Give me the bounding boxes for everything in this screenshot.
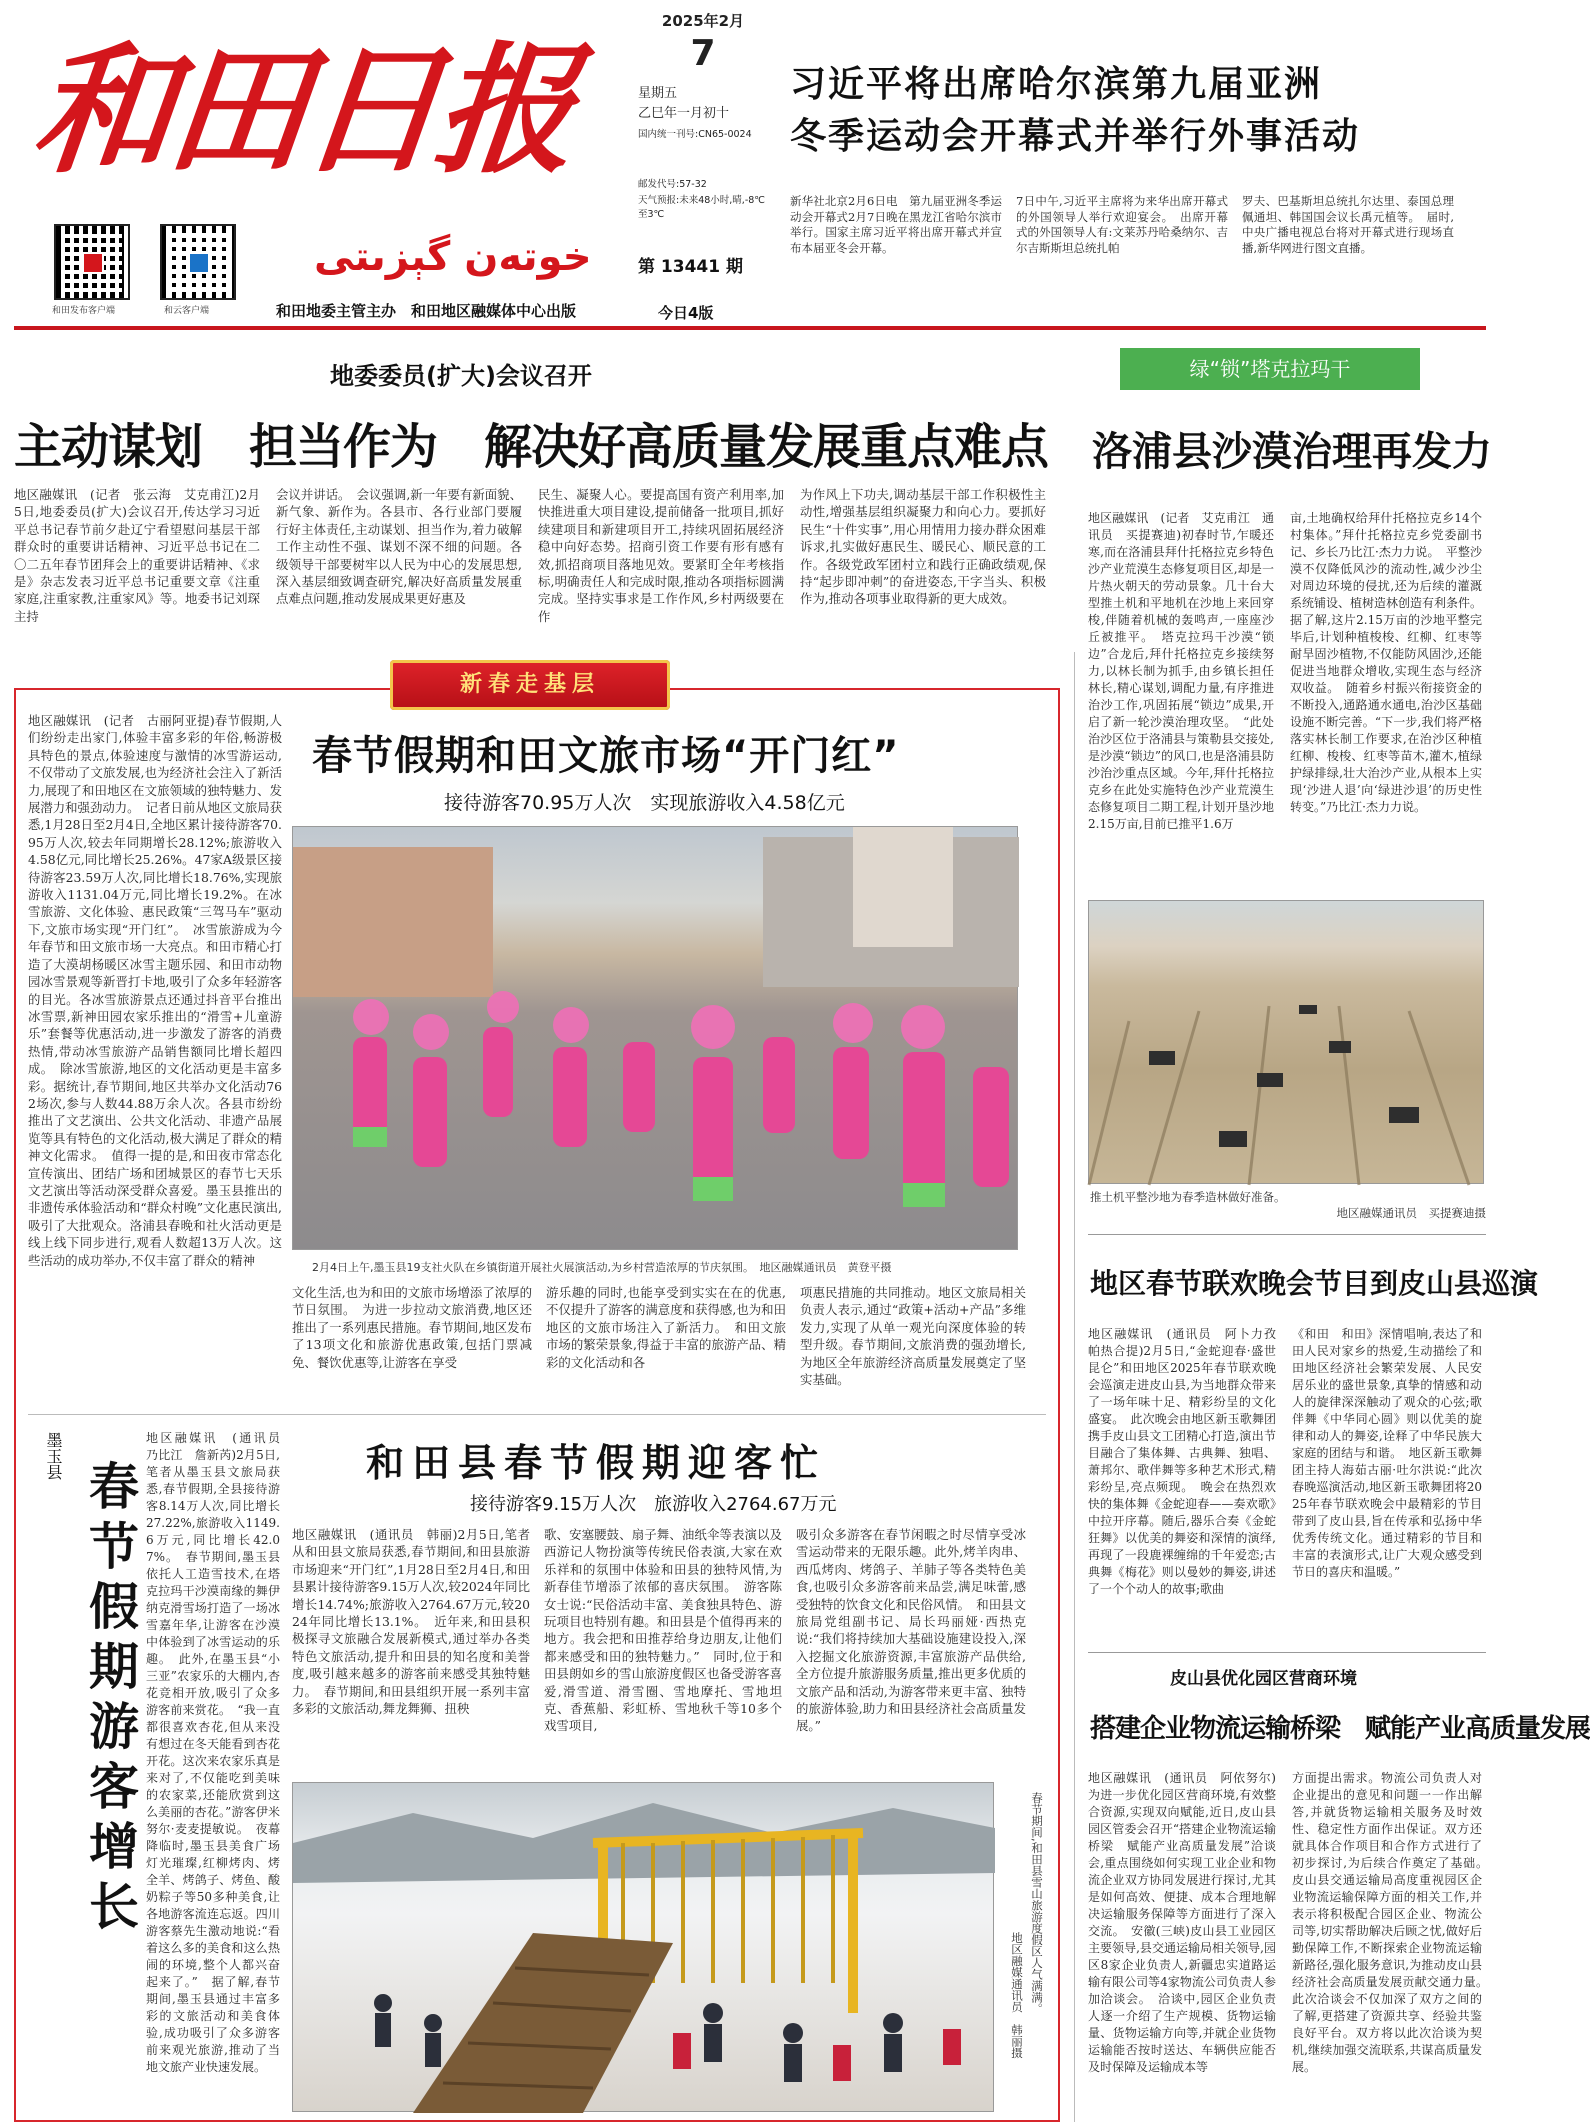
top-story-headline-1: 习近平将出席哈尔滨第九届亚洲	[790, 64, 1323, 105]
ski-photo-art	[293, 1783, 995, 2113]
parade-photo	[292, 826, 1018, 1250]
qr1-label: 和田发布客户端	[52, 306, 116, 316]
hetian-col-3: 吸引众多游客在春节闲暇之时尽情享受冰雪运动带来的无限乐趣。此外,烤羊肉串、西瓜烤肉、烤鸽子、羊肺子等各类特色美食,也吸引众多游客前来品尝,满足味蕾,感受独特的饮食文化和民俗风情。 和田县文旅局党组副书记、局长玛丽娅·西热克说:“我们将持续加大基础设施建设投入,深入挖掘文化旅游资源,丰富旅游产品供给,全方位提升旅游服务质量,推出更多优质的文旅产品和活动,为游客带来更丰富、独特的旅游体验,助力和田县经济社会高质量发展。”	[796, 1527, 1026, 1734]
cn-number: 国内统一刊号:CN65-0024	[638, 129, 752, 140]
date-block	[628, 8, 778, 322]
hetian-headline: 和田县春节假期迎客忙	[366, 1441, 827, 1485]
pishan-kicker: 皮山县优化园区营商环境	[1170, 1669, 1357, 1689]
festival-bottom-col-2: 游乐趣的同时,也能享受到实实在在的优惠,不仅提升了游客的满意度和获得感,也为和田地区的文旅市场注入了新活力。 和田文旅市场的繁荣景象,得益于丰富的旅游产品、精彩的文化活动和各	[546, 1285, 786, 1370]
lead-col-3: 民生、凝聚人心。要提高国有资产利用率,加快推进重大项目建设,提前储备一批项目,抓好续建项目和新建项目开工,持续巩固拓展经济稳中向好态势。招商引资工作要有形有感有效,抓招商项目落地见效。要紧盯全年考核指标,明确责任人和完成时限,推动各项指标圆满完成。坚持实事求是工作作风,乡村两级要在作	[538, 487, 784, 624]
desert-photo-art	[1089, 901, 1485, 1185]
weather: 天气预报:未来48小时,晴,-8℃至3℃	[638, 195, 765, 220]
hetian-col-1: 地区融媒讯 (通讯员 韩丽)2月5日,笔者从和田县文旅局获悉,春节期间,和田县旅游市场迎来“开门红”,1月28日至2月4日,和田县累计接待游客9.15万人次,较2024年同比增长14.74%;旅游收入2764.67万元,较2024年同比增长13.1%。 近年来,和田县积极探寻文旅融合发展新模式,通过举办各类特色文旅活动,提升和田县的知名度和美誉度,吸引越来越多的游客前来感受其独特魅力。 春节期间,和田县组织开展一系列丰富多彩的文旅活动,舞龙舞狮、扭秧	[292, 1527, 530, 1717]
lead-col-1: 地区融媒讯 (记者 张云海 艾克甫江)2月5日,地委委员(扩大)会议召开,传达学习习近平总书记春节前夕赴辽宁看望慰问基层干部群众时的重要讲话精神、习近平总书记在二〇二五年春节团拜会上的重要讲话精神、《求是》杂志发表习近平总书记重要文章《注重家庭,注重家教,注重家风》等。地委书记刘琛主持	[14, 487, 260, 624]
right-col-1: 地区融媒讯 (记者 艾克甫江 通讯员 买提赛迪)初春时节,乍暖还寒,而在洛浦县拜什托格拉克乡特色沙产业荒漠生态修复项目区,却是一片热火朝天的劳动景象。几十台大型推土机和平地机在沙地上来回穿梭,伴随着机械的轰鸣声,一座座沙丘被推平。 塔克拉玛干沙漠“锁边”合龙后,拜什托格拉克乡接续努力,以林长制为抓手,由乡镇长担任林长,精心谋划,调配力量,有序推进治沙工作,巩固拓展“锁边”成果,开启了新一轮沙漠治理攻坚。 “此处治沙区位于洛浦县与策勒县交接处,是沙漠“锁边”的风口,也是洛浦县防沙治沙重点区域。今年,拜什托格拉克乡在此处实施特色沙产业荒漠生态修复项目二期工程,计划开垦沙地2.15万亩,目前已推平1.6万	[1088, 511, 1274, 831]
right-label-text: 绿“锁”塔克拉玛干	[1189, 357, 1351, 381]
top-story-headline-2: 冬季运动会开幕式并举行外事活动	[790, 116, 1361, 157]
lead-kicker: 地委委员(扩大)会议召开	[330, 362, 592, 390]
gala-col-1: 地区融媒讯 (通讯员 阿卜力孜 帕热合提)2月5日,“金蛇迎春·盛世昆仑”和田地区2025年春节联欢晚会巡演走进皮山县,为当地群众带来了一场年味十足、精彩纷呈的文化盛宴。 此次晚会由地区新玉歌舞团携手皮山县文工团精心打造,演出节目融合了集体舞、古典舞、独唱、萧邦尔、歌伴舞等多种艺术形式,精彩纷呈,亮点频现。 晚会在热烈欢快的集体舞《金蛇迎春——奏欢歌》中拉开序幕。随后,器乐合奏《金蛇狂舞》以优美的舞姿和深情的演绎,再现了一段鹿裸缠绵的千年爱恋;古典舞《梅花》则以曼妙的舞姿,讲述了一个个动人的故事;歌曲	[1088, 1327, 1289, 1596]
weekday: 星期五	[638, 86, 678, 101]
ski-photo-caption: 春节期间,和田县雪山旅游度假区人气满满。	[1030, 1792, 1044, 2015]
sponsor-line: 和田地委主管主办 和田地区融媒体中心出版	[276, 302, 577, 320]
top-story-col-1: 新华社北京2月6日电 第九届亚洲冬季运动会开幕式2月7日晚在黑龙江省哈尔滨市举行。国家主席习近平将出席开幕式并宣布本届亚冬会开幕。	[790, 194, 1002, 255]
festival-banner-text: 新春走基层	[459, 672, 600, 697]
top-story-col-3: 罗夫、巴基斯坦总统扎尔达里、泰国总理佩通坦、韩国国会议长禹元植等。 届时,中央广播电视总台将对开幕式进行现场直播,新华网进行图文直播。	[1242, 194, 1454, 255]
day-number: 7	[690, 33, 716, 74]
gala-divider	[1088, 1652, 1486, 1653]
parade-photo-art	[293, 827, 1019, 1251]
festival-divider	[28, 1414, 1046, 1415]
hetian-subhead: 接待游客9.15万人次 旅游收入2764.67万元	[470, 1494, 837, 1515]
lead-col-4: 为作风上下功夫,调动基层干部工作积极性主动性,增强基层组织凝聚力和向心力。要抓好民生“十件实事”,用心用情用力接办群众困难诉求,扎实做好惠民生、暖民心、顺民意的工作。各级党政军团村立和践行正确政绩观,保持“起步即冲刺”的奋进姿态,干字当头、积极作为,推动各项事业取得新的更大成效。	[800, 487, 1046, 607]
festival-subhead: 接待游客70.95万人次 实现旅游收入4.58亿元	[444, 792, 845, 814]
lunar-date: 乙巳年一月初十	[638, 106, 730, 121]
festival-bottom-col-1: 文化生活,也为和田的文旅市场增添了浓厚的节日氛围。 为进一步拉动文旅消费,地区还推出了一系列惠民措施。春节期间,地区发布了13项文化和旅游优惠政策,包括门票减免、餐饮优惠等,让游客在享受	[292, 1285, 532, 1370]
ski-photo-credit: 地区融媒通讯员 韩丽摄	[1010, 1932, 1024, 2059]
right-headline: 洛浦县沙漠治理再发力	[1092, 429, 1492, 475]
lead-headline: 主动谋划 担当作为 解决好高质量发展重点难点	[14, 419, 1049, 475]
moyu-county: 墨玉县	[44, 1432, 63, 1480]
qr-code-2	[160, 224, 236, 300]
festival-banner	[390, 660, 670, 710]
festival-bottom-col-3: 项惠民措施的共同推动。地区文旅局相关负责人表示,通过“政策+活动+产品”多维发力,实现了从单一观光向深度体验的转型升级。春节期间,文旅消费的强劲增长,为地区全年旅游经济高质量发展奠定了坚实基础。	[800, 1285, 1026, 1388]
top-story-col-2: 7日中午,习近平主席将为来华出席开幕式的外国领导人举行欢迎宴会。 出席开幕式的外国领导人有:文莱苏丹哈桑纳尔、吉尔吉斯斯坦总统扎帕	[1016, 194, 1228, 255]
uyghur-title: خوتەن گېزىتى	[314, 234, 592, 280]
masthead-divider	[14, 326, 1486, 330]
column-divider	[1074, 652, 1075, 2122]
pishan-headline: 搭建企业物流运输桥梁 赋能产业高质量发展	[1090, 1714, 1590, 1744]
post-code: 邮发代号:57-32	[638, 179, 707, 190]
top-story	[790, 56, 1490, 316]
desert-photo-caption: 推土机平整沙地为春季造林做好准备。	[1090, 1190, 1286, 1204]
qr-code-1	[54, 224, 130, 300]
festival-headline: 春节假期和田文旅市场“开门红”	[312, 733, 900, 779]
parade-photo-caption: 2月4日上午,墨玉县19支社火队在乡镇街道开展社火展演活动,为乡村营造浓厚的节庆氛围。 地区融媒通讯员 黄登平摄	[312, 1261, 892, 1274]
issue-number: 第 13441 期	[638, 257, 743, 277]
lead-col-2: 会议并讲话。 会议强调,新一年要有新面貌、新气象、新作为。各县市、各行业部门要履行好主体责任,主动谋划、担当作为,着力破解工作主动性不强、谋划不深不细的问题。各级领导干部要树牢以人民为中心的发展思想,深入基层细致调查研究,解决好高质量发展重点难点问题,推动发展成果更好惠及	[276, 487, 522, 607]
desert-photo	[1088, 900, 1484, 1184]
right-divider	[1088, 1234, 1486, 1235]
year-month: 2025年2月	[661, 12, 745, 30]
moyu-headline: 春节假期游客增长	[81, 1460, 139, 1940]
right-col-2: 亩,土地确权给拜什托格拉克乡14个村集体。”拜什托格拉克乡党委副书记、乡长乃比江·杰力力说。 平整沙漠不仅降低风沙的流动性,减少沙尘对周边环境的侵扰,还为后续的灌溉系统铺设、植树造林创造有利条件。据了解,这片2.15万亩的沙地平整完毕后,计划种植梭梭、红柳、红枣等耐旱固沙植物,不仅能防风固沙,还能促进当地群众增收,实现生态与经济双收益。 随着乡村振兴衔接资金的不断投入,通路通水通电,治沙区基础设施不断完善。“下一步,我们将严格落实林长制工作要求,在治沙区种植红柳、梭梭、红枣等苗木,灌木,植绿护绿排绿,壮大治沙产业,从根本上实现‘沙进人退’向‘绿进沙退’的历史性转变。”乃比江·杰力力说。	[1290, 511, 1483, 814]
gala-col-2: 《和田 和田》深情唱响,表达了和田人民对家乡的热爱,生动描绘了和田地区经济社会繁荣发展、人民安居乐业的盛世景象,真挚的情感和动人的旋律深深触动了观众的心弦;歌伴舞《中华同心圆》则以优美的旋律和动人的舞姿,诠释了中华民族大家庭的团结与和谐。 地区新玉歌舞团主持人海茹古丽·吐尔洪说:“此次春晚巡演活动,地区新玉歌舞团将2025年春节联欢晚会中最精彩的节目带到了皮山县,旨在传承和弘扬中华优秀传统文化。通过精彩的节目和丰富的表演形式,让广大观众感受到节日的喜庆和温暖。”	[1292, 1327, 1482, 1579]
qr2-label: 和云客户端	[164, 306, 210, 316]
pishan-col-2: 方面提出需求。物流公司负责人对企业提出的意见和问题一一作出解答,并就货物运输相关服务及时效性、稳定性方面作出保证。双方还就具体合作项目和合作方式进行了初步探讨,为后续合作奠定了基础。 皮山县交通运输局高度重视园区企业物流运输保障方面的相关工作,并表示将积极配合园区企业、物流公司等,切实帮助解决后顾之忧,做好后勤保障工作,不断探索企业物流运输新路径,强化服务意识,为推动皮山县经济社会高质量发展贡献交通力量。 此次洽谈会不仅加深了双方之间的了解,更搭建了资源共享、经验共鉴良好平台。双方将以此次洽谈为契机,继续加强交流联系,共谋高质量发展。	[1292, 1771, 1495, 2074]
right-column-label	[1120, 348, 1420, 390]
pishan-col-1: 地区融媒讯 (通讯员 阿依努尔)为进一步优化园区营商环境,有效整合资源,实现双向赋能,近日,皮山县园区管委会召开“搭建企业物流运输桥梁 赋能产业高质量发展”洽谈会,重点围绕如何实现工业企业和物流企业双方协同发展进行探讨,尤其是如何高效、便捷、成本合理地解决运输服务保障等方面进行了深入交流。 安徽(三峡)皮山县工业园区主要领导,县交通运输局相关领导,园区8家企业负责人,新疆忠实道路运输有限公司等4家物流公司负责人参加洽谈会。 洽谈中,园区企业负责人逐一介绍了生产规模、货物运输量、货物运输方向等,并就企业货物运输能否按时送达、车辆供应能否及时保障及运输成本等	[1088, 1771, 1276, 2074]
festival-left-col: 地区融媒讯 (记者 古丽阿亚提)春节假期,人们纷纷走出家门,体验丰富多彩的年俗,畅游极具特色的景点,体验速度与激情的冰雪游运动,不仅带动了文旅发展,也为经济社会注入了新活力,展现了和田地区在文旅领域的独特魅力、发展潜力和强劲动力。 记者日前从地区文旅局获悉,1月28日至2月4日,全地区累计接待游客70.95万人次,较去年同期增长28.12%;旅游收入4.58亿元,同比增长25.26%。47家A级景区接待游客23.59万人次,同比增长18.76%,实现旅游收入1131.04万元,同比增长19.2%。在冰雪旅游、文化体验、惠民政策“三驾马车”驱动下,文旅市场实现“开门红”。 冰雪旅游成为今年春节和田文旅市场一大亮点。和田市精心打造了大漠胡杨暖区冰雪主题乐园、和田市动物园冰雪景观等新晋打卡地,吸引了众多年轻游客的目光。各冰雪旅游景点还通过抖音平台推出冰雪票,新神田园农家乐推出的“滑雪+儿童游乐”套餐等优惠活动,进一步激发了游客的消费热情,带动冰雪旅游产品销售额同比增长超四成。 除冰雪旅游,地区的文化活动更是丰富多彩。据统计,春节期间,地区共举办文化活动762场次,参与人数44.88万余人次。各县市纷纷推出了文艺演出、公共文化活动、非遗产品展览等具有特色的文化活动,极大满足了群众的精神文化需求。 值得一提的是,和田夜市常态化宣传演出、团结广场和团城景区的春节七天乐文艺演出等活动深受群众喜爱。墨玉县推出的非遗传承体验活动和“群众村晚”文化惠民演出,吸引了大批观众。洛浦县春晚和社火活动更是线上线下同步进行,观看人数超13万人次。这些活动的成功举办,不仅丰富了群众的精神	[28, 713, 283, 1268]
pages-count: 今日4版	[658, 304, 714, 322]
masthead-title: 和田日报	[25, 29, 579, 193]
moyu-col: 地区融媒讯 (通讯员 乃比江 詹新芮)2月5日,笔者从墨玉县文旅局获悉,春节假期,全县接待游客8.14万人次,同比增长27.22%,旅游收入1149.6万元,同比增长42.07%。 春节期间,墨玉县依托人工造雪技术,在塔克拉玛干沙漠南缘的舞伊纳克滑雪场打造了一场冰雪嘉年华,让游客在沙漠中体验到了冰雪运动的乐趣。 此外,在墨玉县“小三亚”农家乐的大棚内,杏花竞相开放,吸引了众多游客前来赏花。 “我一直都很喜欢杏花,但从来没有想过在冬天能看到杏花开花。这次来农家乐真是来对了,不仅能吃到美味的农家菜,还能欣赏到这么美丽的杏花。”游客伊米努尔·麦麦提敏说。 夜幕降临时,墨玉县美食广场灯光璀璨,红柳烤肉、烤全羊、烤鸽子、烤鱼、酸奶粽子等50多种美食,让各地游客流连忘返。四川游客蔡先生激动地说:“看着这么多的美食和这么热闹的环境,整个人都兴奋起来了。” 据了解,春节期间,墨玉县通过丰富多彩的文旅活动和美食体验,成功吸引了众多游客前来观光旅游,推动了当地文旅产业快速发展。	[146, 1431, 293, 2074]
ski-photo	[292, 1782, 994, 2112]
hetian-col-2: 歌、安塞腰鼓、扇子舞、油纸伞等表演以及西游记人物扮演等传统民俗表演,大家在欢乐祥和的氛围中体验和田县的独特风情,为新春佳节增添了浓郁的喜庆氛围。 游客陈女士说:“民俗活动丰富、美食独具特色、游玩项目也特别有趣。和田县是个值得再来的地方。我会把和田推荐给身边朋友,让他们都来感受和田的独特魅力。” 同时,位于和田县朗如乡的雪山旅游度假区也备受游客喜爱,滑雪道、滑雪圈、雪地摩托、雪地坦克、香蕉船、彩虹桥、雪地秋千等10多个戏雪项目,	[544, 1527, 782, 1734]
desert-photo-credit: 地区融媒通讯员 买提赛迪摄	[1336, 1206, 1486, 1220]
gala-headline: 地区春节联欢晚会节目到皮山县巡演	[1090, 1267, 1539, 1300]
